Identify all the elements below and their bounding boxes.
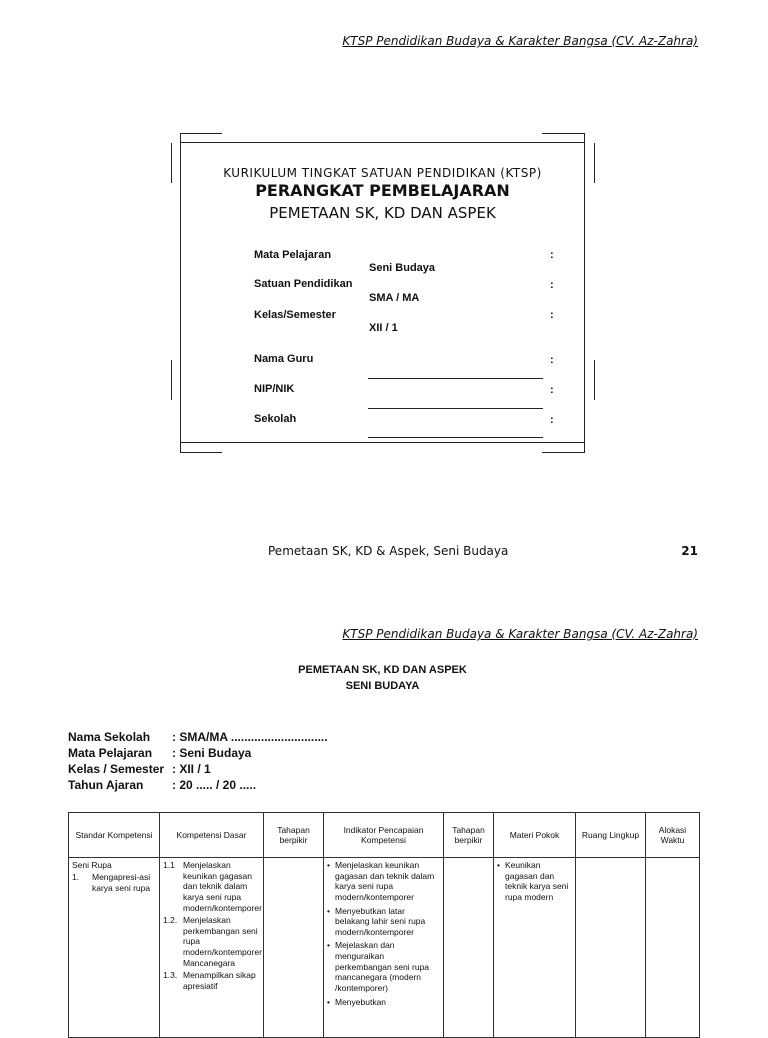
field-value-satuan-pendidikan: SMA / MA (369, 292, 420, 304)
col-header-indikator: Indikator Pencapaian Kompetensi (324, 813, 444, 858)
cell-tahapan-berpikir (264, 858, 324, 1038)
field-colon: : (550, 384, 554, 396)
cell-alokasi-waktu (646, 858, 700, 1038)
page-subtitle: SENI BUDAYA (345, 680, 420, 692)
bullet-icon: • (327, 905, 330, 916)
cell-kompetensi-dasar (160, 858, 264, 1038)
field-value-kelas-semester: XII / 1 (369, 322, 398, 334)
list-item (327, 940, 440, 993)
info-value-mata-pelajaran: : Seni Budaya (172, 746, 252, 760)
cell-ruang-lingkup (576, 858, 646, 1038)
kd-number: 1.2. (163, 915, 178, 926)
bullet-icon: • (497, 860, 500, 870)
field-colon: : (550, 414, 554, 426)
page-footer: Pemetaan SK, KD & Aspek, Seni Budaya (268, 544, 509, 558)
info-label-mata-pelajaran: Mata Pelajaran (68, 746, 153, 760)
cell-standar-kompetensi (69, 858, 160, 1038)
sk-text: Mengapresi-asi karya seni rupa (92, 872, 151, 893)
info-label-nama-sekolah: Nama Sekolah (68, 730, 151, 744)
list-item (327, 860, 440, 903)
field-colon: : (550, 354, 554, 366)
cover-title-perangkat: PERANGKAT PEMBELAJARAN (255, 181, 510, 200)
kd-text: Menjelaskan keunikan gagasan dan teknik dalam karya seni rupa modern/kontemporer (183, 860, 262, 913)
kd-text: Menjelaskan perkembangan seni rupa modern/kontemporer Mancanegara (183, 915, 262, 968)
cover-title-ktsp: KURIKULUM TINGKAT SATUAN PENDIDIKAN (KTSP) (223, 166, 542, 180)
page-title: PEMETAAN SK, KD DAN ASPEK (298, 664, 467, 676)
col-header-ruang-lingkup: Ruang Lingkup (576, 813, 646, 858)
cell-indikator (324, 858, 444, 1038)
kd-number: 1.1 (163, 860, 175, 870)
field-colon: : (550, 279, 554, 291)
sk-title: Seni Rupa (72, 860, 112, 870)
field-line-nama-guru (368, 378, 543, 379)
kd-text: Menampilkan sikap apresiatif (183, 970, 256, 991)
info-label-kelas-semester: Kelas / Semester (68, 762, 165, 776)
list-item (327, 906, 440, 938)
list-item (163, 970, 260, 991)
field-line-sekolah (368, 437, 543, 438)
field-label-sekolah: Sekolah (254, 413, 297, 425)
materi-text: Keunikan gagasan dan teknik karya seni rupa modern (505, 860, 569, 902)
page-header: KTSP Pendidikan Budaya & Karakter Bangsa (CV. Az-Zahra) (342, 34, 698, 48)
bullet-icon: • (327, 940, 330, 951)
col-header-materi-pokok: Materi Pokok (494, 813, 576, 858)
field-label-nip-nik: NIP/NIK (254, 383, 295, 395)
col-header-standar-kompetensi: Standar Kompetensi (69, 813, 160, 858)
list-item (163, 915, 260, 968)
field-label-mata-pelajaran: Mata Pelajaran (254, 249, 332, 261)
indikator-text: Menyebutkan latar belakang lahir seni rupa modern/kontemporer (335, 905, 426, 937)
list-item (497, 860, 572, 903)
cell-materi-pokok (494, 858, 576, 1038)
info-value-nama-sekolah: : SMA/MA ............................. (172, 730, 328, 744)
indikator-text: Mejelaskan dan menguraikan perkembangan seni rupa mancanegara (modern /kontemporer) (335, 940, 430, 993)
col-header-tahapan-berpikir-2: Tahapan berpikir (444, 813, 494, 858)
info-value-tahun-ajaran: : 20 ..... / 20 ..... (172, 778, 257, 792)
info-label-tahun-ajaran: Tahun Ajaran (68, 778, 144, 792)
field-label-satuan-pendidikan: Satuan Pendidikan (254, 278, 353, 290)
pemetaan-table (68, 812, 700, 1038)
bullet-icon: • (327, 996, 330, 1007)
list-item (327, 997, 440, 1008)
indikator-text: Menjelaskan keunikan gagasan dan teknik dalam karya seni rupa modern/kontemporer (335, 860, 435, 902)
page-header: KTSP Pendidikan Budaya & Karakter Bangsa (CV. Az-Zahra) (342, 627, 698, 641)
field-value-mata-pelajaran: Seni Budaya (369, 262, 436, 274)
table-header-row (69, 813, 700, 858)
list-item (163, 860, 260, 913)
col-header-tahapan-berpikir: Tahapan berpikir (264, 813, 324, 858)
field-label-nama-guru: Nama Guru (254, 353, 314, 365)
col-header-alokasi-waktu: Alokasi Waktu (646, 813, 700, 858)
page-number: 21 (681, 544, 698, 558)
field-line-nip-nik (368, 408, 543, 409)
indikator-text: Menyebutkan (335, 996, 387, 1007)
kd-number: 1.3. (163, 970, 178, 981)
field-label-kelas-semester: Kelas/Semester (254, 309, 336, 321)
cover-title-pemetaan: PEMETAAN SK, KD DAN ASPEK (269, 204, 496, 222)
cell-tahapan-berpikir-2 (444, 858, 494, 1038)
bullet-icon: • (327, 860, 330, 870)
table-row (69, 858, 700, 1038)
info-value-kelas-semester: : XII / 1 (172, 762, 211, 776)
col-header-kompetensi-dasar: Kompetensi Dasar (160, 813, 264, 858)
field-colon: : (550, 309, 554, 321)
field-colon: : (550, 249, 554, 261)
sk-number: 1. (72, 872, 80, 882)
